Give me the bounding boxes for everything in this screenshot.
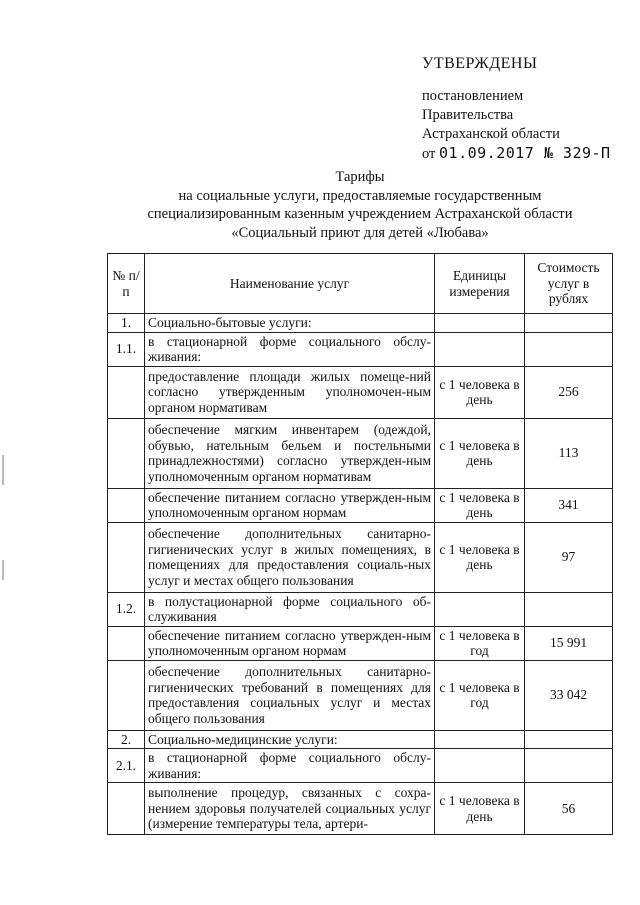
row-cost: 341 bbox=[525, 488, 613, 522]
table-row bbox=[108, 314, 613, 333]
row-cost: 15 991 bbox=[525, 626, 613, 660]
table-row bbox=[108, 660, 613, 730]
table-row bbox=[108, 749, 613, 783]
row-num: 1.1. bbox=[108, 332, 145, 366]
row-num bbox=[108, 366, 145, 418]
row-cost: 113 bbox=[525, 418, 613, 488]
row-num bbox=[108, 660, 145, 730]
row-num: 1. bbox=[108, 314, 145, 333]
approval-heading: УТВЕРЖДЕНЫ bbox=[422, 55, 538, 72]
document-title bbox=[100, 168, 620, 242]
row-unit: с 1 человека в год bbox=[435, 626, 525, 660]
row-num bbox=[108, 488, 145, 522]
header-num: № п/п bbox=[108, 254, 145, 314]
approval-line: Правительства bbox=[422, 107, 514, 123]
row-name: в стационарной форме социального обслу-живания: bbox=[145, 749, 435, 783]
row-name: обеспечение дополнительных санитарно-гигиенических услуг в жилых помещениях, в помещениях для предоставления социаль-ных услуг и местах общего пользования bbox=[145, 522, 435, 592]
table-row bbox=[108, 522, 613, 592]
row-num bbox=[108, 418, 145, 488]
header-unit: Единицы измерения bbox=[435, 254, 525, 314]
scan-artifact bbox=[2, 455, 4, 485]
row-unit bbox=[435, 314, 525, 333]
tariffs-table bbox=[107, 253, 613, 835]
row-num: 2.1. bbox=[108, 749, 145, 783]
row-unit: с 1 человека в день bbox=[435, 522, 525, 592]
table-row bbox=[108, 488, 613, 522]
table-row bbox=[108, 366, 613, 418]
row-unit: с 1 человека в день bbox=[435, 366, 525, 418]
row-num bbox=[108, 783, 145, 835]
table-row bbox=[108, 592, 613, 626]
row-name: Социально-бытовые услуги: bbox=[145, 314, 435, 333]
date-prefix: от bbox=[422, 146, 436, 162]
row-unit: с 1 человека в день bbox=[435, 488, 525, 522]
table-row bbox=[108, 332, 613, 366]
row-unit: с 1 человека в день bbox=[435, 783, 525, 835]
row-cost bbox=[525, 749, 613, 783]
row-unit bbox=[435, 592, 525, 626]
table-row bbox=[108, 418, 613, 488]
approval-block bbox=[422, 54, 622, 164]
row-name: в стационарной форме социального обслу-живания: bbox=[145, 332, 435, 366]
row-cost: 56 bbox=[525, 783, 613, 835]
row-num bbox=[108, 626, 145, 660]
title-line: «Социальный приют для детей «Любава» bbox=[231, 224, 489, 241]
row-name: Социально-медицинские услуги: bbox=[145, 730, 435, 749]
title-line: Тарифы bbox=[335, 169, 385, 185]
row-name: обеспечение мягким инвентарем (одеждой, обувью, нательным бельем и постельными принадлежностями) согласно утвержден-ным уполномоченным органом нормативам bbox=[145, 418, 435, 488]
row-cost bbox=[525, 314, 613, 333]
row-name: обеспечение питанием согласно утвержден-ным уполномоченным органом нормам bbox=[145, 488, 435, 522]
row-cost bbox=[525, 332, 613, 366]
row-name: в полустационарной форме социального об-служивания bbox=[145, 592, 435, 626]
row-num: 2. bbox=[108, 730, 145, 749]
row-name: выполнение процедур, связанных с сохра-нением здоровья получателей социальных услуг (измерение температуры тела, артери- bbox=[145, 783, 435, 835]
title-line: специализированным казенным учреждением Астраханской области bbox=[147, 206, 573, 222]
row-num bbox=[108, 522, 145, 592]
row-unit bbox=[435, 332, 525, 366]
scan-artifact bbox=[2, 560, 4, 580]
table-row bbox=[108, 730, 613, 749]
row-unit: с 1 человека в день bbox=[435, 418, 525, 488]
row-cost: 97 bbox=[525, 522, 613, 592]
row-cost: 256 bbox=[525, 366, 613, 418]
row-num: 1.2. bbox=[108, 592, 145, 626]
row-cost: 33 042 bbox=[525, 660, 613, 730]
row-unit bbox=[435, 749, 525, 783]
handwritten-date: 01.09.2017 № 329-П bbox=[439, 144, 611, 162]
approval-date bbox=[422, 144, 622, 164]
row-name: обеспечение дополнительных санитарно-гигиенических требований в помещениях для предоставления социальных услуг и местах общего пользования bbox=[145, 660, 435, 730]
row-cost bbox=[525, 730, 613, 749]
table-row bbox=[108, 783, 613, 835]
row-name: обеспечение питанием согласно утвержден-ным уполномоченным органом нормам bbox=[145, 626, 435, 660]
row-cost bbox=[525, 592, 613, 626]
row-unit: с 1 человека в год bbox=[435, 660, 525, 730]
approval-line: Астраханской области bbox=[422, 126, 560, 142]
title-line: на социальные услуги, предоставляемые государственным bbox=[178, 187, 542, 204]
row-name: предоставление площади жилых помеще-ний согласно утвержденным уполномочен-ным органом нормативам bbox=[145, 366, 435, 418]
table-row bbox=[108, 626, 613, 660]
row-unit bbox=[435, 730, 525, 749]
table-header-row bbox=[108, 254, 613, 314]
header-cost: Стоимость услуг в рублях bbox=[525, 254, 613, 314]
header-name: Наименование услуг bbox=[145, 254, 435, 314]
approval-line: постановлением bbox=[422, 88, 524, 104]
